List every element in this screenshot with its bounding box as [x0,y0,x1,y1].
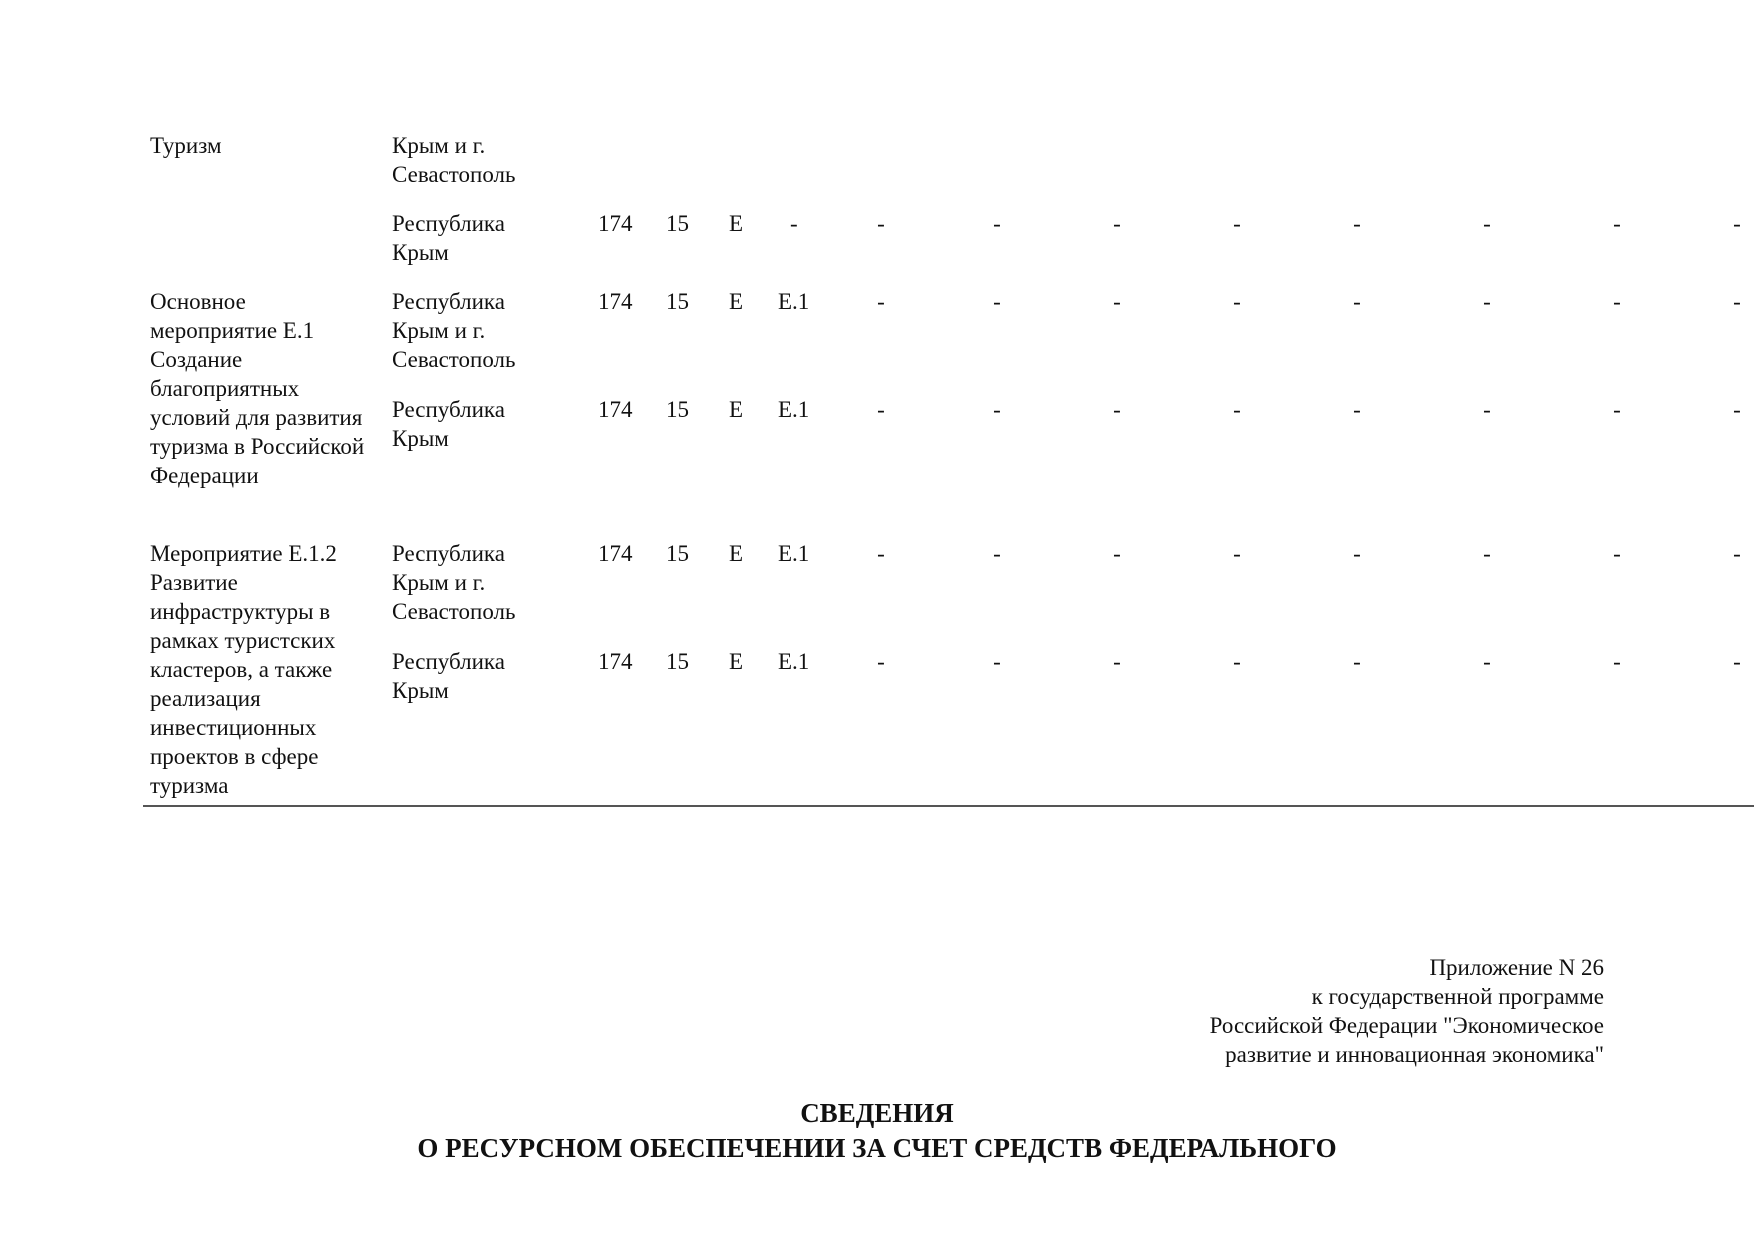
value-cell: - [993,211,1001,236]
value-cell: - [1233,649,1241,674]
value-cell: - [1733,397,1741,422]
code-event: Е.1 [778,649,810,674]
code-subprogram: 15 [666,289,689,314]
row-region: Республика Крым [392,649,505,703]
row-region: Республика Крым и г. Севастополь [392,289,516,372]
value-cell: - [1353,649,1361,674]
code-event: Е.1 [778,541,810,566]
value-cell: - [1233,541,1241,566]
value-cell: - [993,541,1001,566]
value-cell: - [1733,649,1741,674]
code-gp: 174 [598,397,633,422]
row-name: Основное мероприятие Е.1 Создание благоприятных условий для развития туризма в Российской Федерации [150,289,365,488]
code-section: Е [729,541,744,566]
code-subprogram: 15 [666,541,689,566]
value-cell: - [1113,649,1121,674]
value-cell: - [1733,211,1741,236]
code-subprogram: 15 [666,397,689,422]
code-subprogram: 15 [666,649,689,674]
value-cell: - [1733,541,1741,566]
value-cell: - [1483,289,1491,314]
value-cell: - [1613,397,1621,422]
value-cell: - [993,289,1001,314]
row-region: Крым и г. Севастополь [392,133,516,187]
code-section: Е [729,289,744,314]
appendix-line: к государственной программе [1311,984,1604,1009]
row-region: Республика Крым [392,211,505,265]
document-subtitle: О РЕСУРСНОМ ОБЕСПЕЧЕНИИ ЗА СЧЕТ СРЕДСТВ ФЕДЕРАЛЬНОГО [417,1133,1337,1163]
value-cell: - [877,211,885,236]
appendix-line: Приложение N 26 [1429,955,1604,980]
code-event: Е.1 [778,289,810,314]
value-cell: - [1483,211,1491,236]
value-cell: - [1483,397,1491,422]
value-cell: - [1353,397,1361,422]
value-cell: - [1613,649,1621,674]
code-gp: 174 [598,211,633,236]
value-cell: - [1113,211,1121,236]
value-cell: - [993,397,1001,422]
appendix-line: Российской Федерации "Экономическое [1209,1013,1604,1038]
table-bottom-rule [143,805,1754,807]
value-cell: - [1613,289,1621,314]
value-cell: - [877,289,885,314]
value-cell: - [1353,289,1361,314]
code-gp: 174 [598,289,633,314]
value-cell: - [877,541,885,566]
row-region: Республика Крым [392,397,505,451]
row-name: Мероприятие Е.1.2 Развитие инфраструктуры в рамках туристских кластеров, а также реализация инвестиционных проектов в сфере туризма [150,541,337,798]
value-cell: - [1353,541,1361,566]
row-name: Туризм [150,133,222,158]
code-section: Е [729,211,744,236]
appendix-note [1210,953,1604,1069]
value-cell: - [1353,211,1361,236]
value-cell: - [1613,211,1621,236]
row-region: Республика Крым и г. Севастополь [392,541,516,624]
code-event: - [790,211,798,236]
code-gp: 174 [598,649,633,674]
value-cell: - [1233,211,1241,236]
value-cell: - [993,649,1001,674]
value-cell: - [1483,541,1491,566]
appendix-line: развитие и инновационная экономика" [1225,1042,1604,1067]
value-cell: - [1233,397,1241,422]
value-cell: - [877,397,885,422]
value-cell: - [1113,397,1121,422]
code-gp: 174 [598,541,633,566]
value-cell: - [1613,541,1621,566]
code-subprogram: 15 [666,211,689,236]
value-cell: - [1483,649,1491,674]
value-cell: - [877,649,885,674]
value-cell: - [1233,289,1241,314]
value-cell: - [1113,289,1121,314]
value-cell: - [1113,541,1121,566]
value-cell: - [1733,289,1741,314]
code-section: Е [729,397,744,422]
code-section: Е [729,649,744,674]
code-event: Е.1 [778,397,810,422]
document-title: СВЕДЕНИЯ [800,1098,954,1128]
